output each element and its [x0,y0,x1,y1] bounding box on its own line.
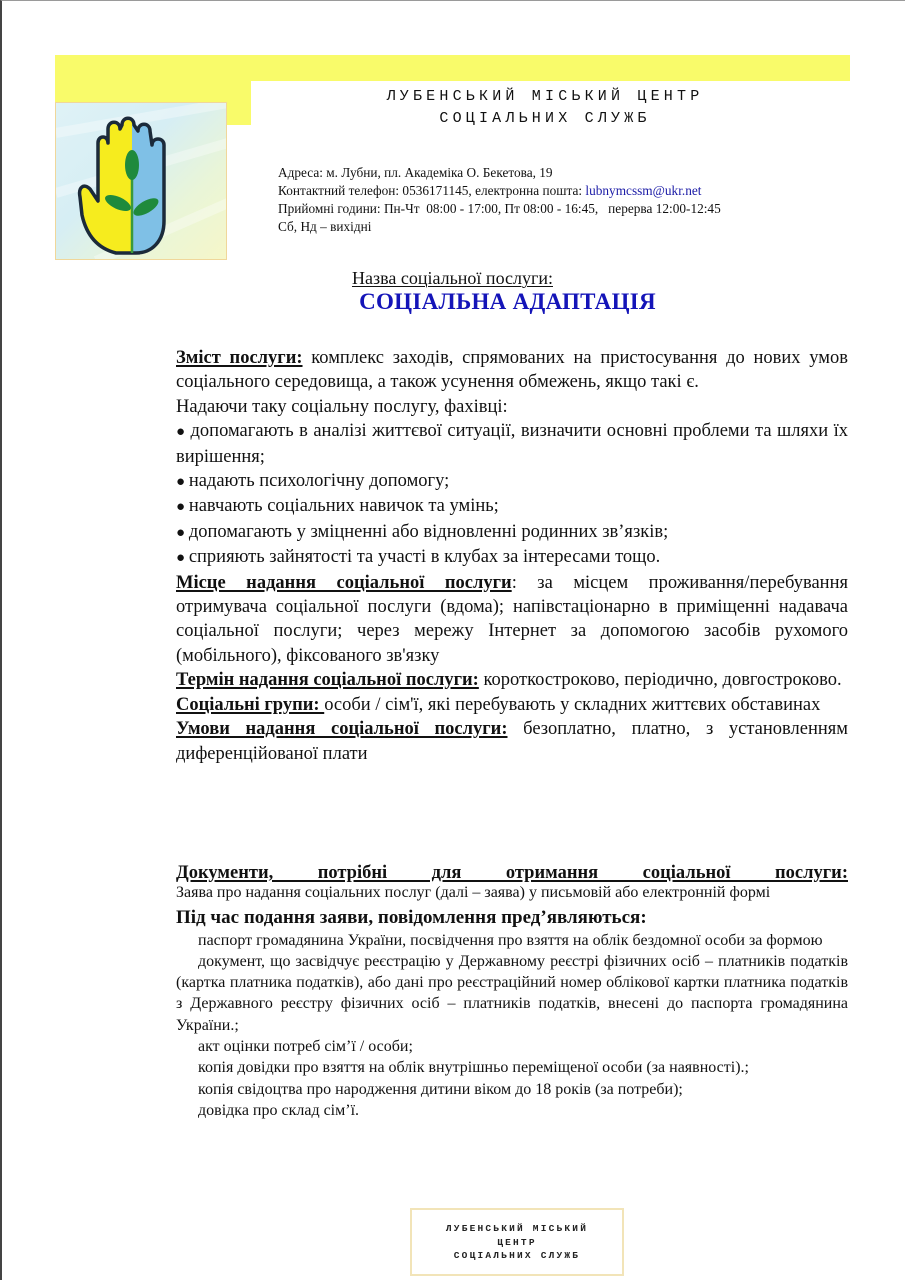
weekend-days: Сб, Нд – вихідні [278,219,372,234]
document-item: документ, що засвідчує реєстрацію у Державному реєстрі фізичних осіб – платників податків (картка платника податків), або дані про реєстраційний номер облікової картки платника податків з Державного реєстру фізичних осіб – платників податків, внесені до паспорта громадянина України.; [176,952,848,1034]
address: Адреса: м. Лубни, пл. Академіка О. Бекетова, 19 [278,165,553,180]
bullet-item: ● допомагають в аналізі життєвої ситуації, визначити основні проблеми та шляхи їх вирішення; [176,419,848,469]
application-text: Заява про надання соціальних послуг (далі – заява) у письмовій або електронній формі [176,884,771,901]
summary-paragraph [176,346,848,395]
document-item: копія свідоцтва про народження дитини віком до 18 років (за потреби); [198,1080,683,1098]
bullet-item: ● допомагають у зміцненні або відновленні родинних зв’язків; [176,520,848,545]
term-label: Термін надання соціальної послуги: [176,670,479,691]
header-band-notch [251,81,271,101]
office-hours: Прийомні години: Пн-Чт 08:00 - 17:00, Пт 08:00 - 16:45, перерва 12:00-12:45 [278,201,721,216]
footer-stamp [410,1208,624,1276]
phone-email-line [278,182,721,200]
term-paragraph [176,668,848,692]
summary-label: Зміст послуги: [176,348,303,368]
org-title-line1: ЛУБЕНСЬКИЙ МІСЬКИЙ ЦЕНТР [386,88,704,105]
groups-label: Соціальні групи: [176,694,325,715]
summary-text: комплекс заходів, спрямованих на пристосування до нових умов соціального середовища, а також усунення обмежень, якщо такі є. [176,348,848,393]
conditions-label: Умови надання соціальної послуги: [176,719,508,740]
documents-subtitle: Під час подання заяви, повідомлення пред’являються: [176,906,647,928]
term-text: короткостроково, періодично, довгостроково. [478,670,842,691]
bullet-item: ● надають психологічну допомогу; [176,469,848,494]
stamp-line3: СОЦІАЛЬНИХ СЛУЖБ [453,1250,581,1261]
document-item: акт оцінки потреб сім’ї / особи; [198,1038,413,1056]
documents-section [176,862,848,1121]
service-label-text: Назва соціальної послуги: [351,268,553,288]
place-label: Місце надання соціальної послуги [176,572,512,593]
org-title [270,86,820,130]
place-text: : за місцем проживання/перебування отримувача соціальної послуги (вдома); напівстаціонарно в приміщенні надавача соціальної послуги; через мережу Інтернет за допомогою засобів рухомого (мобільного), фіксованого зв'язку [176,572,848,666]
service-label [0,268,905,289]
documents-list [176,930,848,1122]
contact-info [278,164,721,236]
org-title-line2: СОЦІАЛЬНИХ СЛУЖБ [439,110,651,127]
phone: Контактний телефон: 0536171145, електронна пошта: [278,183,586,198]
service-name: СОЦІАЛЬНА АДАПТАЦІЯ [359,289,656,314]
conditions-paragraph [176,717,848,766]
hand-with-sprout-logo-icon [55,102,227,260]
document-item: довідка про склад сім’ї. [198,1101,360,1119]
document-item: копія довідки про взяття на облік внутрішньо переміщеної особи (за наявності).; [198,1059,749,1077]
stamp-line2: ЦЕНТР [497,1236,537,1248]
groups-paragraph [176,693,848,717]
document-item: паспорт громадянина України, посвідчення про взяття на облік бездомної особи за формою [198,931,823,949]
bullet-item: ● сприяють зайнятості та участі в клубах за інтересами тощо. [176,545,848,570]
stamp-line1: ЛУБЕНСЬКИЙ МІСЬКИЙ [445,1223,589,1234]
documents-title: Документи, потрібні для отримання соціальної послуги: [176,863,848,883]
bullet-item: ● навчають соціальних навичок та умінь; [176,494,848,519]
service-description [176,346,848,766]
conditions-text: безоплатно, платно, з установленням диференційованої плати [176,719,848,764]
intro-text: Надаючи таку соціальну послугу, фахівці: [176,396,508,417]
email-link[interactable]: lubnymcssm@ukr.net [585,183,702,198]
groups-text: особи / сім'ї, які перебувають у складних життєвих обставинах [324,694,821,715]
place-paragraph [176,571,848,669]
